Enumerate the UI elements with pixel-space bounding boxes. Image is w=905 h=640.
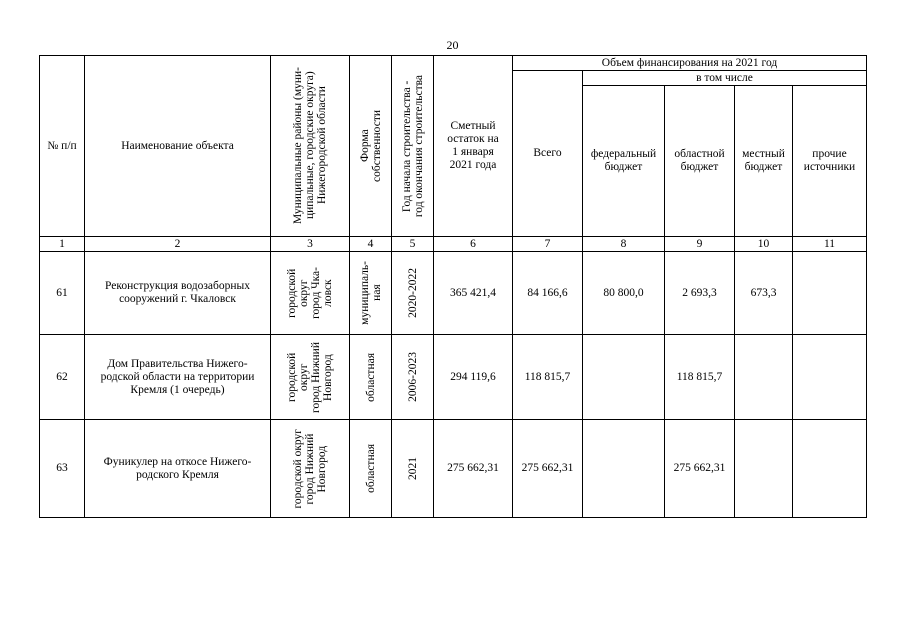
header-object-name: Наименование объекта (85, 56, 271, 237)
remainder-cell: 365 421,4 (434, 252, 513, 335)
row-number: 63 (40, 420, 85, 518)
page-number: 20 (446, 38, 459, 52)
object-name: Реконструкция водозаборных сооружений г. Чкаловск (85, 252, 271, 335)
column-number: 5 (392, 237, 434, 252)
header-other-sources: прочие источники (793, 86, 867, 237)
regional-cell: 118 815,7 (665, 335, 735, 420)
column-number: 6 (434, 237, 513, 252)
header-local-budget: местный бюджет (735, 86, 793, 237)
object-name: Фуникулер на откосе Нижего- родского Кремля (85, 420, 271, 518)
total-cell: 275 662,31 (513, 420, 583, 518)
remainder-cell: 294 119,6 (434, 335, 513, 420)
column-number-row (40, 237, 867, 252)
header-municipality: Муниципальные районы (муни- ципальные, городские округа) Нижегородской области (271, 56, 350, 237)
municipality-cell: городской округ город Нижний Новгород (271, 335, 350, 420)
object-name: Дом Правительства Нижего- родской области на территории Кремля (1 очередь) (85, 335, 271, 420)
row-number: 62 (40, 335, 85, 420)
remainder-cell: 275 662,31 (434, 420, 513, 518)
column-number: 3 (271, 237, 350, 252)
header-number: № п/п (40, 56, 85, 237)
table-row (40, 335, 867, 420)
other-cell (793, 252, 867, 335)
ownership-cell: областная (350, 420, 392, 518)
header-estimate-remainder: Сметный остаток на 1 января 2021 года (434, 56, 513, 237)
table-row (40, 420, 867, 518)
header-regional-budget: областной бюджет (665, 86, 735, 237)
column-number: 7 (513, 237, 583, 252)
column-number: 11 (793, 237, 867, 252)
years-cell: 2006-2023 (392, 335, 434, 420)
local-cell: 673,3 (735, 252, 793, 335)
other-cell (793, 335, 867, 420)
years-cell: 2021 (392, 420, 434, 518)
financing-table (39, 55, 867, 518)
table-row (40, 252, 867, 335)
column-number: 10 (735, 237, 793, 252)
column-number: 9 (665, 237, 735, 252)
header-funding-group: Объем финансирования на 2021 год (513, 56, 867, 71)
municipality-cell: городской округ город Чка- ловск (271, 252, 350, 335)
row-number: 61 (40, 252, 85, 335)
years-cell: 2020-2022 (392, 252, 434, 335)
header-including: в том числе (583, 71, 867, 86)
header-years: Год начала строительства - год окончания строительства (392, 56, 434, 237)
regional-cell: 275 662,31 (665, 420, 735, 518)
federal-cell: 80 800,0 (583, 252, 665, 335)
municipality-cell: городской округ город Нижний Новгород (271, 420, 350, 518)
column-number: 1 (40, 237, 85, 252)
local-cell (735, 335, 793, 420)
other-cell (793, 420, 867, 518)
column-number: 4 (350, 237, 392, 252)
total-cell: 84 166,6 (513, 252, 583, 335)
federal-cell (583, 335, 665, 420)
column-number: 2 (85, 237, 271, 252)
ownership-cell: областная (350, 335, 392, 420)
header-total: Всего (513, 71, 583, 237)
total-cell: 118 815,7 (513, 335, 583, 420)
column-number: 8 (583, 237, 665, 252)
local-cell (735, 420, 793, 518)
ownership-cell: муниципаль- ная (350, 252, 392, 335)
federal-cell (583, 420, 665, 518)
header-federal-budget: федеральный бюджет (583, 86, 665, 237)
regional-cell: 2 693,3 (665, 252, 735, 335)
header-ownership: Форма собственности (350, 56, 392, 237)
